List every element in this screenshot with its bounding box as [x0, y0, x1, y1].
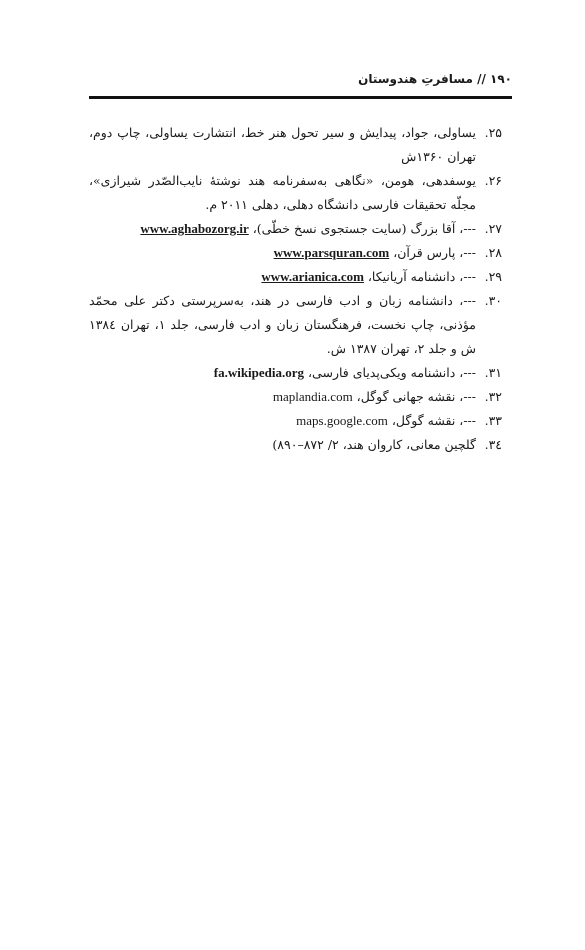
reference-body	[89, 241, 476, 265]
reference-text: گلچین معانی، کاروان هند، ۲/ ۸۷۲–۸۹۰)	[272, 437, 476, 452]
reference-text: ---، آقا بزرگ (سایت جستجوی نسخ خطّی)،	[248, 221, 476, 236]
running-header	[89, 68, 512, 90]
reference-number: ۲۵.	[484, 125, 502, 140]
reference-text: ---، دانشنامه آریانیکا،	[363, 269, 476, 284]
reference-number: ۳۱.	[484, 365, 502, 380]
reference-body	[89, 361, 476, 385]
references-list	[89, 121, 502, 457]
reference-number: ۳۲.	[484, 389, 502, 404]
reference-number: ۳٤.	[484, 437, 502, 452]
reference-item	[89, 121, 502, 169]
reference-text: ---، دانشنامه زبان و ادب فارسی در هند، به‌سرپرستی دکتر علی محمّد مؤذنی، چاپ نخست، فرهنگستان زبان و ادب فارسی، جلد ۱، تهران ۱۳۸٤ ش و جلد ۲، تهران ۱۳۸۷ ش.	[89, 293, 476, 356]
header-separator: //	[477, 72, 486, 86]
running-title: مسافرتِ هندوستان	[358, 72, 473, 86]
reference-link: fa.wikipedia.org	[213, 365, 305, 380]
reference-item	[89, 169, 502, 217]
reference-item	[89, 361, 502, 385]
reference-item	[89, 385, 502, 409]
reference-number: ۲۹.	[484, 269, 502, 284]
reference-number: ۳۳.	[484, 413, 502, 428]
reference-text: ---، نقشه جهانی گوگل،	[352, 389, 476, 404]
reference-link: maps.google.com	[296, 413, 388, 428]
reference-number: ۲۶.	[484, 173, 502, 188]
header-rule	[89, 96, 512, 99]
reference-item	[89, 409, 502, 433]
reference-text: یوسفدهی، هومن، «نگاهی به‌سفرنامه هند نوشتهٔ نایب‌الصّدر شیرازی»، مجلّه تحقیقات فارسی دانشگاه دهلی، دهلی ۲۰۱۱ م.	[89, 173, 476, 212]
reference-link[interactable]: www.aghabozorg.ir	[140, 221, 249, 236]
reference-item	[89, 433, 502, 457]
reference-number: ۲۷.	[484, 221, 502, 236]
reference-item	[89, 241, 502, 265]
reference-item	[89, 217, 502, 241]
reference-body	[89, 409, 476, 433]
reference-item	[89, 265, 502, 289]
reference-link[interactable]: www.parsquran.com	[273, 245, 390, 260]
reference-link[interactable]: www.arianica.com	[261, 269, 364, 284]
reference-link: maplandia.com	[272, 389, 353, 404]
reference-text: ---، دانشنامه ویکی‌پدیای فارسی،	[304, 365, 476, 380]
page-number: ۱۹۰	[490, 72, 512, 86]
reference-body	[89, 265, 476, 289]
reference-text: یساولی، جواد، پیدایش و سیر تحول هنر خط، انتشارت یساولی، چاپ دوم، تهران ۱۳۶۰ش	[89, 125, 476, 164]
reference-body	[89, 217, 476, 241]
reference-text: ---، نقشه گوگل،	[387, 413, 476, 428]
reference-item	[89, 289, 502, 361]
reference-body	[89, 385, 476, 409]
reference-number: ۲۸.	[484, 245, 502, 260]
reference-text: ---، پارس قرآن،	[389, 245, 476, 260]
reference-number: ۳۰.	[484, 293, 502, 308]
